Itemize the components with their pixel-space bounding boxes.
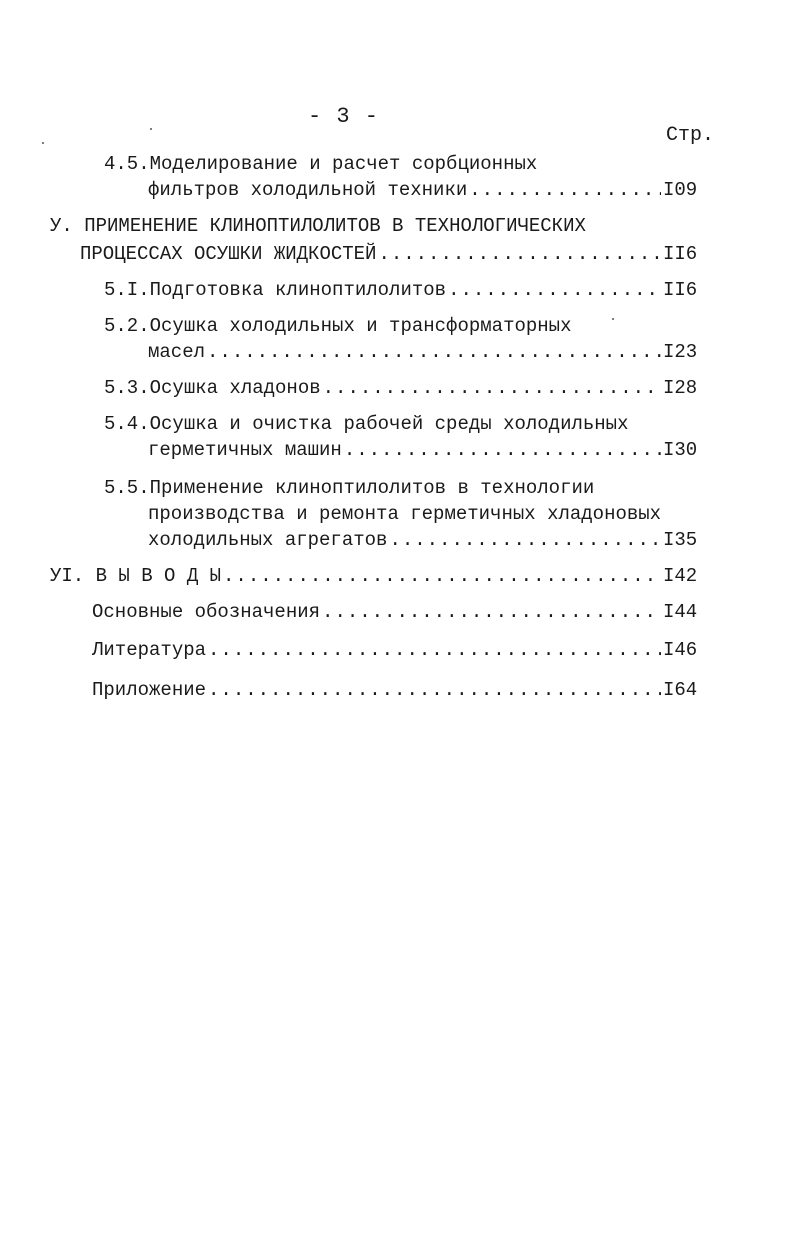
toc-appendix-title: Приложение	[92, 679, 207, 701]
pages-column-label: Стр.	[666, 124, 715, 147]
toc-literature-title: Литература	[92, 639, 207, 661]
toc-page-number: I28	[663, 377, 698, 399]
toc-entry-5-1-title: 5.I.Подготовка клиноптилолитов	[104, 279, 447, 301]
leader-dots	[389, 528, 661, 552]
toc-entry-5-3	[104, 376, 703, 400]
toc-literature	[92, 638, 703, 662]
toc-page-number: I64	[663, 679, 698, 701]
toc-entry-5-3-title: 5.3.Осушка хладонов	[104, 377, 321, 399]
leader-dots	[448, 278, 661, 302]
scan-speck	[42, 142, 44, 144]
leader-dots	[323, 376, 661, 400]
toc-entry-5-5-line2: производства и ремонта герметичных хладоновых	[148, 503, 662, 525]
toc-notation-title: Основные обозначения	[92, 601, 321, 623]
toc-page-number: I09	[663, 179, 698, 201]
toc-chapter-5	[80, 242, 703, 266]
leader-dots	[344, 438, 661, 462]
toc-chapter-6-title: УI. В Ы В О Д Ы	[50, 565, 222, 587]
toc-entry-5-1	[104, 278, 703, 302]
scan-speck	[150, 128, 152, 130]
toc-chapter-5-line1: У. ПРИМЕНЕНИЕ КЛИНОПТИЛОЛИТОВ В ТЕХНОЛОГИЧЕСКИХ	[50, 215, 586, 237]
toc-chapter-5-line2: ПРОЦЕССАХ ОСУШКИ ЖИДКОСТЕЙ	[80, 243, 377, 265]
toc-page-number: I35	[663, 529, 698, 551]
toc-entry-5-5-line1: 5.5.Применение клиноптилолитов в технологии	[104, 477, 595, 499]
toc-entry-5-5-line3: холодильных агрегатов	[148, 529, 388, 551]
leader-dots	[207, 340, 661, 364]
toc-page-number: II6	[663, 279, 698, 301]
toc-entry-5-4	[148, 438, 703, 462]
toc-page-number: I46	[663, 639, 698, 661]
scan-speck	[612, 318, 614, 320]
toc-page-number: I30	[663, 439, 698, 461]
leader-dots	[378, 242, 661, 266]
toc-entry-4-5-line2: фильтров холодильной техники	[148, 179, 468, 201]
toc-entry-5-2	[148, 340, 703, 364]
toc-page-number: I44	[663, 601, 698, 623]
toc-entry-5-4-line1: 5.4.Осушка и очистка рабочей среды холодильных	[104, 413, 629, 435]
toc-appendix	[92, 678, 703, 702]
toc-entry-5-4-line2: герметичных машин	[148, 439, 342, 461]
toc-page-number: II6	[663, 243, 698, 265]
toc-entry-4-5	[148, 178, 703, 202]
page-number: - 3 -	[308, 104, 380, 129]
toc-entry-4-5-line1: 4.5.Моделирование и расчет сорбционных	[104, 153, 538, 175]
leader-dots	[223, 564, 661, 588]
toc-entry-5-2-line2: масел	[148, 341, 206, 363]
leader-dots	[322, 600, 661, 624]
leader-dots	[208, 638, 661, 662]
toc-entry-5-2-line1: 5.2.Осушка холодильных и трансформаторных	[104, 315, 572, 337]
toc-notation	[92, 600, 703, 624]
toc-page-number: I23	[663, 341, 698, 363]
leader-dots	[208, 678, 661, 702]
leader-dots	[469, 178, 661, 202]
toc-page-number: I42	[663, 565, 698, 587]
toc-entry-5-5	[148, 528, 703, 552]
toc-chapter-6	[50, 564, 703, 588]
